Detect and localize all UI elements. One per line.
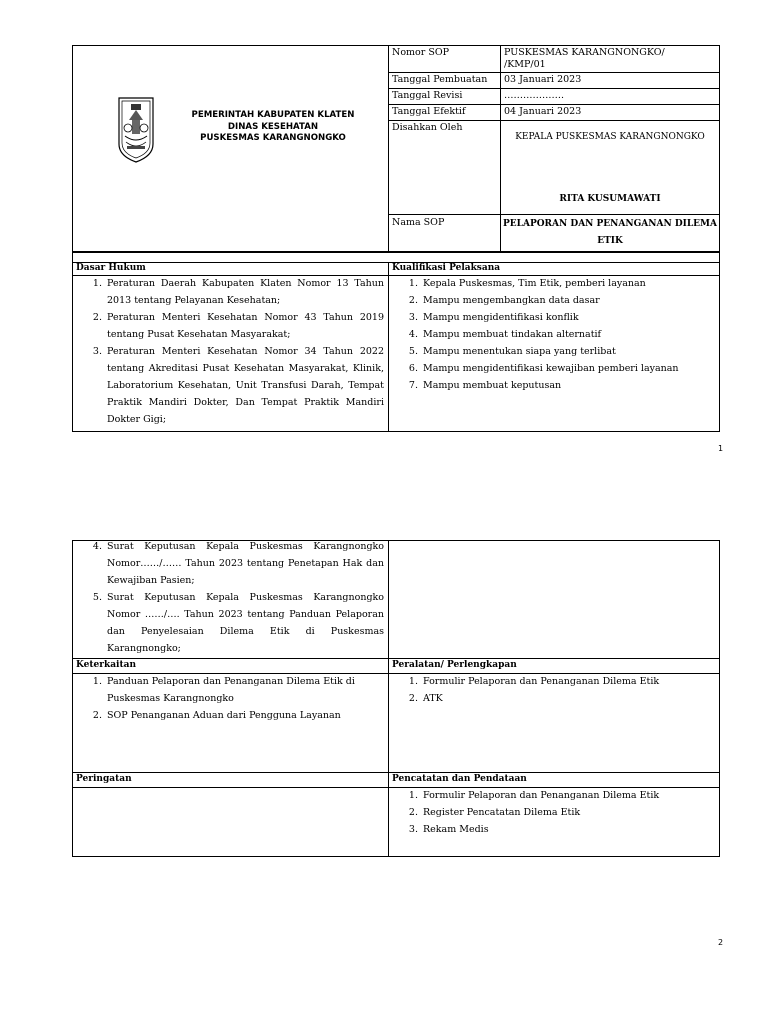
list-item-number: 1. [92,278,102,289]
list-item [72,538,384,589]
list-item [72,343,384,428]
divider [72,658,720,659]
peringatan-title: Peringatan [76,774,132,784]
list-item-line: Nomor……/…… Tahun 2023 tentang Penetapan Hak dan [107,558,384,569]
list-item-text [107,673,384,707]
list-item-text [107,275,384,309]
list-item-text: Mampu mengidentifikasi konflik [423,312,579,323]
disahkan-oleh-label: Disahkan Oleh [392,122,463,133]
nomor-sop-value-2: /KMP/01 [504,59,546,70]
list-item [388,275,718,292]
peralatan-title: Peralatan/ Perlengkapan [392,660,517,670]
list-item [388,326,718,343]
list-item-text [107,589,384,657]
list-item-text: ATK [423,693,443,704]
list-item-line: Puskesmas Karangnongko [107,693,234,704]
list-item [388,377,718,394]
divider [72,772,720,773]
list-item-text [107,309,384,343]
tanggal-efektif-label: Tanggal Efektif [392,106,466,117]
list-item-text [107,343,384,428]
list-item-line: Karangnongko; [107,643,181,654]
divider [388,45,389,252]
pencatatan-list [388,787,718,838]
nama-sop-value-line-2: ETIK [597,236,623,246]
list-item-number: 2. [92,710,102,721]
list-item-text: Mampu membuat keputusan [423,380,562,391]
nama-sop-value [500,216,720,250]
divider [388,88,720,89]
organization-header [158,110,388,145]
list-item-text: Formulir Pelaporan dan Penanganan Dilema Etik [423,676,660,687]
list-item [72,673,384,707]
list-item-number: 1. [92,676,102,687]
list-item-number: 7. [408,380,418,391]
divider [388,120,720,121]
list-item [388,309,718,326]
list-item-number: 2. [408,295,418,306]
list-item [72,309,384,343]
list-item-number: 4. [92,541,102,552]
list-item-number: 2. [408,807,418,818]
list-item [388,690,718,707]
kualifikasi-list [388,275,718,394]
list-item-number: 3. [92,346,102,357]
list-item [388,360,718,377]
keterkaitan-list [72,673,384,724]
list-item-number: 2. [92,312,102,323]
page-number: 1 [718,444,724,453]
list-item-line: Surat Keputusan Kepala Puskesmas Karangnongko [107,592,384,603]
org-line-2: DINAS KESEHATAN [227,121,319,132]
list-item [72,275,384,309]
list-item-number: 5. [408,346,418,357]
tanggal-efektif-value: 04 Januari 2023 [504,106,582,117]
list-item-line: Praktik Mandiri Dokter, Dan Tempat Praktik Mandiri [107,397,384,408]
list-item-line: tentang Akreditasi Pusat Kesehatan Masyarakat, Klinik, [107,363,384,374]
tanggal-revisi-value: ………………. [504,90,565,101]
peralatan-list [388,673,718,707]
list-item-line: dan Penyelesaian Dilema Etik di Puskesmas [107,626,384,637]
tanggal-pembuatan-label: Tanggal Pembuatan [392,74,488,85]
tanggal-pembuatan-value: 03 Januari 2023 [504,74,582,85]
pencatatan-title: Pencatatan dan Pendataan [392,774,527,784]
divider [388,214,720,215]
list-item-text: Mampu mengembangkan data dasar [423,295,600,306]
list-item [388,804,718,821]
list-item-number: 2. [408,693,418,704]
nama-sop-label: Nama SOP [392,217,445,228]
list-item [388,673,718,690]
list-item-number: 5. [92,592,102,603]
list-item [388,787,718,804]
list-item [388,821,718,838]
signatory-name: RITA KUSUMAWATI [559,194,661,204]
tanggal-revisi-label: Tanggal Revisi [392,90,463,101]
divider [388,72,720,73]
list-item-line: Peraturan Menteri Kesehatan Nomor 43 Tahun 2019 [107,312,384,323]
dasar-hukum-continued-list [72,538,384,657]
list-item-line: Kewajiban Pasien; [107,575,195,586]
nomor-sop-label: Nomor SOP [392,47,450,58]
list-item-text: Mampu menentukan siapa yang terlibat [423,346,616,357]
list-item-number: 1. [408,676,418,687]
list-item [388,343,718,360]
list-item-line: Peraturan Menteri Kesehatan Nomor 34 Tahun 2022 [107,346,384,357]
list-item-number: 3. [408,824,418,835]
disahkan-title: KEPALA PUSKESMAS KARANGNONGKO [515,132,705,142]
nama-sop-value-line-1: PELAPORAN DAN PENANGANAN DILEMA [503,219,717,229]
nomor-sop-value-1: PUSKESMAS KARANGNONGKO/ [504,47,665,58]
dasar-hukum-list [72,275,384,428]
list-item-number: 1. [408,790,418,801]
list-item-text: Mampu mengidentifikasi kewajiban pemberi layanan [423,363,679,374]
list-item-text [107,538,384,589]
list-item-text: Mampu membuat tindakan alternatif [423,329,602,340]
list-item-number: 4. [408,329,418,340]
list-item-number: 3. [408,312,418,323]
kualifikasi-title: Kualifikasi Pelaksana [392,263,501,273]
org-line-1: PEMERINTAH KABUPATEN KLATEN [191,110,355,120]
page-number: 2 [718,938,724,947]
list-item [72,589,384,657]
list-item-text: Kepala Puskesmas, Tim Etik, pemberi layanan [423,278,646,289]
list-item-number: 1. [408,278,418,289]
list-item-line: Laboratorium Kesehatan, Unit Transfusi Darah, Tempat [107,380,384,391]
klaten-coat-of-arms-logo [117,96,155,164]
list-item-line: Panduan Pelaporan dan Penanganan Dilema Etik di [107,676,355,687]
list-item-line: Surat Keputusan Kepala Puskesmas Karangnongko [107,541,384,552]
list-item [72,707,384,724]
list-item [388,292,718,309]
list-item-text [107,707,384,724]
list-item-line: Nomor ……/…. Tahun 2023 tentang Panduan Pelaporan [107,609,384,620]
list-item-number: 6. [408,363,418,374]
list-item-text: Rekam Medis [423,824,489,835]
list-item-line: Peraturan Daerah Kabupaten Klaten Nomor 13 Tahun [107,278,384,289]
list-item-line: 2013 tentang Pelayanan Kesehatan; [107,295,281,306]
list-item-line: tentang Pusat Kesehatan Masyarakat; [107,329,291,340]
list-item-text: Register Pencatatan Dilema Etik [423,807,581,818]
keterkaitan-title: Keterkaitan [76,660,136,670]
list-item-line: SOP Penanganan Aduan dari Pengguna Layanan [107,710,341,721]
org-line-3: PUSKESMAS KARANGNONGKO [200,133,346,143]
list-item-line: Dokter Gigi; [107,414,167,425]
dasar-hukum-title: Dasar Hukum [76,263,146,273]
divider [388,104,720,105]
list-item-text: Formulir Pelaporan dan Penanganan Dilema Etik [423,790,660,801]
